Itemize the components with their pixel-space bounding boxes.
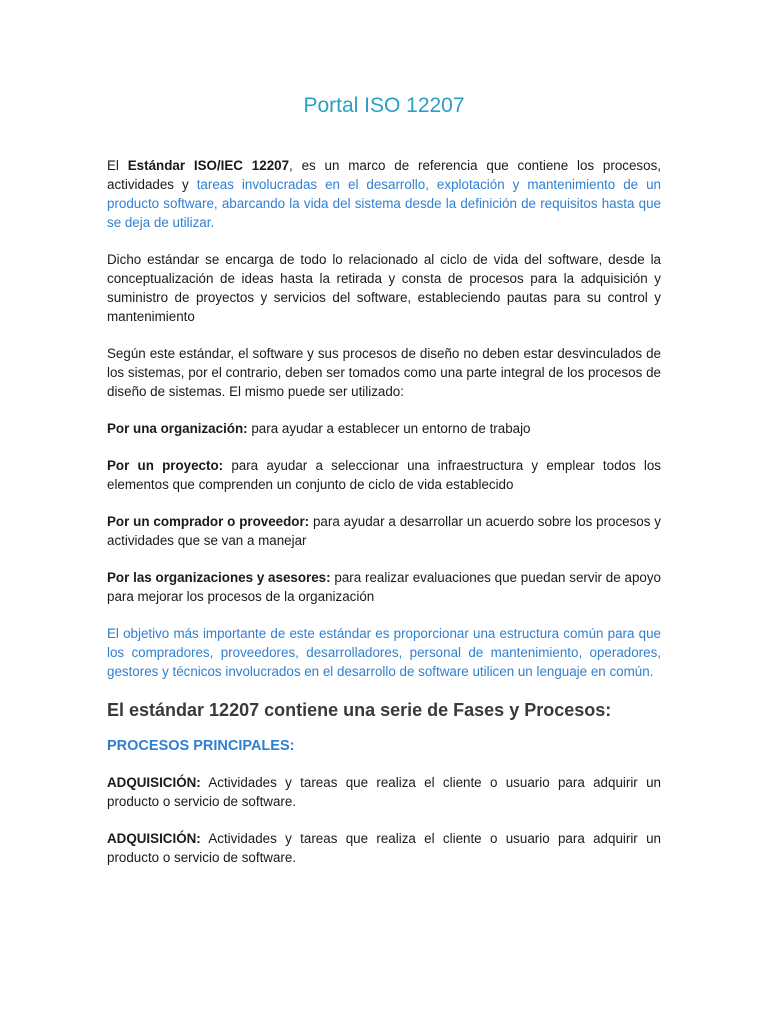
process-item-label: ADQUISICIÓN: — [107, 831, 201, 846]
use-item-text: para ayudar a seleccionar una infraestructura y emplear todos los elementos que comprenden un conjunto de ciclo de vida establecido — [107, 458, 661, 492]
scope-paragraph: Dicho estándar se encarga de todo lo relacionado al ciclo de vida del software, desde la conceptualización de ideas hasta la retirada y consta de procesos para la adquisición y suministro de proyectos y servicios del software, estableciendo pautas para su control y mantenimiento — [107, 252, 661, 324]
use-item-text: para ayudar a establecer un entorno de trabajo — [247, 421, 531, 436]
use-item-text: para ayudar a desarrollar un acuerdo sobre los procesos y actividades que se van a manejar — [107, 514, 661, 548]
intro-text-start: El — [107, 158, 128, 173]
process-item-label: ADQUISICIÓN: — [107, 775, 201, 790]
process-item — [107, 829, 661, 867]
intro-highlight: tareas involucradas en el desarrollo, explotación y mantenimiento de un producto software, abarcando la vida del sistema desde la definición de requisitos hasta que se deja de utilizar. — [107, 177, 661, 230]
use-item-label: Por las organizaciones y asesores: — [107, 570, 331, 585]
use-item — [107, 568, 661, 606]
use-item-label: Por un comprador o proveedor: — [107, 514, 310, 529]
use-item — [107, 419, 661, 438]
standard-name: Estándar ISO/IEC 12207 — [127, 158, 290, 173]
use-item-label: Por un proyecto: — [107, 458, 224, 473]
use-item — [107, 512, 661, 550]
objective-paragraph: El objetivo más importante de este estándar es proporcionar una estructura común para que los compradores, proveedores, desarrolladores, personal de mantenimiento, operadores, gestores y técnicos involucrados en el desarrollo de software utilicen un lenguaje en común. — [107, 626, 661, 679]
intro-text-middle: , es un marco de referencia que contiene los procesos, actividades y — [107, 158, 661, 192]
process-item — [107, 773, 661, 811]
use-item-label: Por una organización: — [107, 421, 248, 436]
section-heading: El estándar 12207 contiene una serie de Fases y Procesos: — [107, 700, 612, 720]
process-item-text: Actividades y tareas que realiza el cliente o usuario para adquirir un producto o servicio de software. — [107, 831, 661, 865]
page-title: Portal ISO 12207 — [303, 94, 465, 117]
use-item — [107, 456, 661, 494]
intro-paragraph — [107, 156, 661, 232]
process-item-text: Actividades y tareas que realiza el cliente o usuario para adquirir un producto o servicio de software. — [107, 775, 661, 809]
usage-paragraph: Según este estándar, el software y sus procesos de diseño no deben estar desvinculados de los sistemas, por el contrario, deben ser tomados como una parte integral de los procesos de diseño de sistemas. El mismo puede ser utilizado: — [107, 346, 661, 399]
section-subheading: PROCESOS PRINCIPALES: — [107, 738, 295, 754]
use-item-text: para realizar evaluaciones que puedan servir de apoyo para mejorar los procesos de la organización — [107, 570, 661, 604]
